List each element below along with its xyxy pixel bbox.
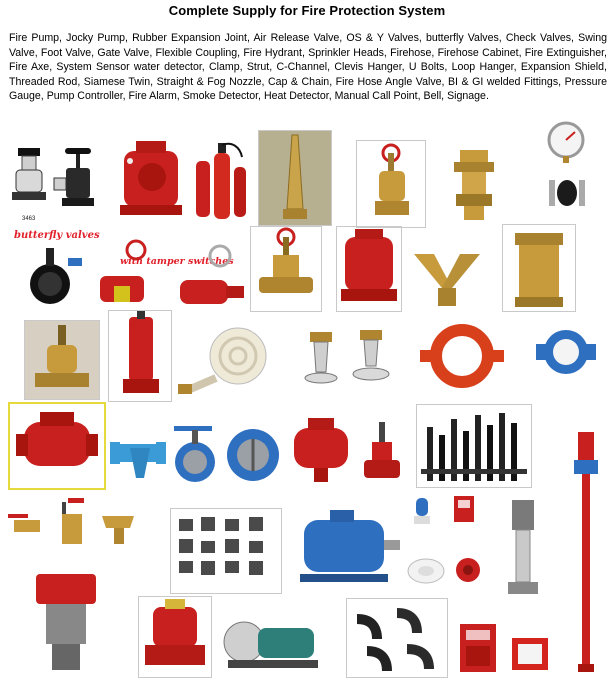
multistage-pump-image	[500, 498, 546, 598]
steel-pipes-image	[416, 404, 532, 488]
air-release-valve-image	[288, 414, 354, 486]
red-pump-image	[108, 310, 172, 402]
page-title: Complete Supply for Fire Protection System	[168, 3, 446, 18]
angle-valve-image	[356, 140, 426, 228]
water-meter-image	[530, 318, 602, 390]
pipe-elbows-image	[346, 598, 448, 678]
centrifugal-pump-image	[214, 608, 324, 674]
swing-check-valve-image	[8, 402, 106, 490]
strobe-light-image	[408, 496, 436, 528]
fire-alarm-panel-image	[458, 622, 498, 674]
ball-gate-y-valves-image	[6, 494, 146, 548]
red-check-valve-image	[336, 226, 402, 312]
wafer-butterfly-valve-image	[168, 420, 222, 486]
hydrant-valves-image	[10, 138, 114, 228]
smoke-detector-image	[406, 556, 446, 586]
rubber-expansion-joint-image	[546, 172, 588, 214]
manual-call-point-image	[510, 636, 550, 672]
malleable-fittings-image	[170, 508, 282, 594]
brass-coupling-image	[446, 146, 502, 224]
fire-extinguishers-image	[192, 137, 250, 225]
brass-nozzle-image	[258, 130, 332, 226]
siamese-twin-image	[404, 248, 490, 310]
blue-strainer-image	[106, 412, 170, 486]
red-alarm-valve-image	[116, 137, 188, 225]
pressure-reducing-valve-image	[138, 596, 212, 678]
electric-motor-image	[290, 500, 404, 592]
vertical-turbine-pump-image	[566, 428, 606, 674]
horn-strobe-image	[452, 494, 476, 526]
foot-valve-image	[24, 320, 100, 400]
fire-bell-image	[454, 556, 482, 584]
sprinkler-heads-image	[296, 326, 396, 398]
tamper-switches-label: with tamper switches	[120, 256, 234, 267]
gate-valve-brass-image	[250, 226, 322, 312]
deluge-valve-image	[32, 570, 100, 676]
product-list-text: Fire Pump, Jocky Pump, Rubber Expansion Joint, Air Release Valve, OS & Y Valves, butterfly Valves, Check Valves, Swing Valve, Foot Valve, Gate Valve, Flexible Coupling, Fire Hydrant, Sprinkler Heads, Firehose, Firehose Cabinet, Fire Extinguisher, Fire Axe, System Sensor water detector, Clamp, Strut, C-Channel, Clevis Hanger, U Bolts, Loop Hanger, Expansion Shield, Threaded Rod, Siamese Twin, Straight & Fog Nozzle, Cap & Chain, Fire Hose Angle Valve, BI & GI welded Fittings, Pressure Gauge, Pump Controller, Fire Alarm, Smoke Detector, Heat Detector, Manual Call Point, Bell, Signage.	[9, 32, 607, 103]
red-gate-valve-image	[360, 420, 404, 486]
brass-nipple-image	[502, 224, 576, 312]
part-code-label: 3463	[22, 216, 36, 222]
flexible-coupling-image	[414, 322, 510, 390]
tamper-valves-image	[90, 236, 250, 316]
dual-plate-check-valve-image	[224, 426, 282, 484]
pressure-gauge-image	[543, 120, 589, 164]
butterfly-valve-image	[10, 228, 100, 320]
firehose-image	[176, 320, 276, 400]
butterfly-valves-label: butterfly valves	[14, 230, 100, 241]
